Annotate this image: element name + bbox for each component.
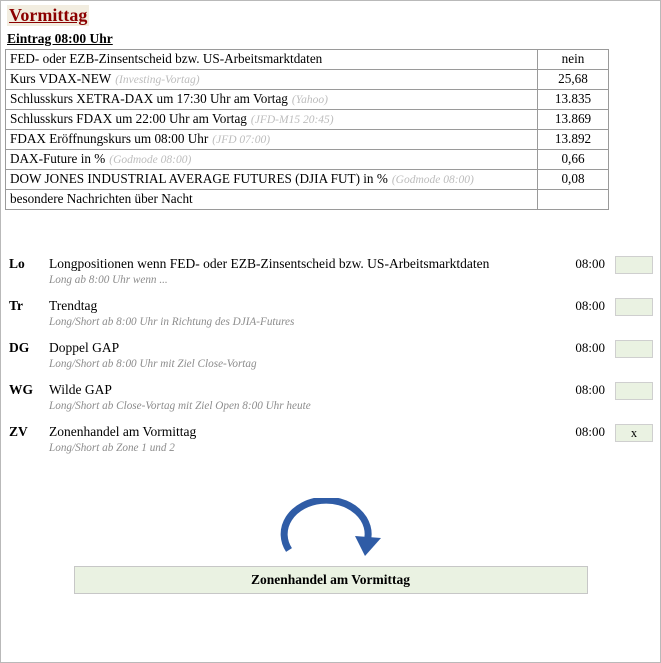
list-item-sub xyxy=(5,356,653,380)
row-label: FED- oder EZB-Zinsentscheid bzw. US-Arbeitsmarktdaten xyxy=(10,51,323,67)
row-value[interactable]: 0,66 xyxy=(538,149,609,169)
row-label: DOW JONES INDUSTRIAL AVERAGE FUTURES (DJIA FUT) in % xyxy=(10,171,388,187)
strategy-title: Doppel GAP xyxy=(49,339,120,355)
strategy-mark[interactable] xyxy=(615,298,653,316)
strategy-title: Trendtag xyxy=(49,297,98,313)
page-header xyxy=(1,1,660,28)
row-label-cell xyxy=(6,49,538,69)
strategy-mark[interactable] xyxy=(615,256,653,274)
result-banner: Zonenhandel am Vormittag xyxy=(74,566,588,594)
strategy-mark-cell[interactable] xyxy=(609,296,653,338)
list-item-sub xyxy=(5,398,653,422)
row-value[interactable]: 13.869 xyxy=(538,109,609,129)
strategy-code: Tr xyxy=(9,297,23,313)
strategy-mark-cell[interactable] xyxy=(609,380,653,422)
row-value[interactable]: 25,68 xyxy=(538,69,609,89)
list-item xyxy=(5,422,653,440)
row-source-note: (Yahoo) xyxy=(291,94,328,107)
table-row xyxy=(6,49,609,69)
table-row xyxy=(6,149,609,169)
row-source-note: (JFD 07:00) xyxy=(212,134,271,147)
strategy-title: Wilde GAP xyxy=(49,381,112,397)
row-label-cell xyxy=(6,169,538,189)
strategy-mark[interactable] xyxy=(615,340,653,358)
strategy-subtitle: Long/Short ab Close-Vortag mit Ziel Open 8:00 Uhr heute xyxy=(49,399,311,412)
list-item-sub xyxy=(5,440,653,464)
result-arrow-container xyxy=(1,498,660,560)
strategy-title: Zonenhandel am Vormittag xyxy=(49,423,197,439)
strategy-subtitle: Long ab 8:00 Uhr wenn ... xyxy=(49,273,168,286)
strategy-mark[interactable] xyxy=(615,382,653,400)
strategy-code: DG xyxy=(9,339,30,355)
row-source-note: (Godmode 08:00) xyxy=(109,154,192,167)
row-source-note: (Godmode 08:00) xyxy=(391,174,474,187)
row-label-cell xyxy=(6,129,538,149)
strategy-subtitle: Long/Short ab 8:00 Uhr mit Ziel Close-Vortag xyxy=(49,357,257,370)
list-item xyxy=(5,338,653,356)
strategy-time: 08:00 xyxy=(575,255,605,271)
row-label: Schlusskurs FDAX um 22:00 Uhr am Vortag xyxy=(10,111,247,127)
list-item xyxy=(5,296,653,314)
list-item xyxy=(5,380,653,398)
row-value[interactable]: nein xyxy=(538,49,609,69)
entry-time-subtitle: Eintrag 08:00 Uhr xyxy=(7,30,113,46)
strategy-mark-cell[interactable] xyxy=(609,254,653,296)
list-item xyxy=(5,254,653,272)
row-source-note: (Investing-Vortag) xyxy=(115,74,200,87)
row-label-cell xyxy=(6,69,538,89)
row-value-hatched[interactable] xyxy=(538,189,609,209)
strategy-title: Longpositionen wenn FED- oder EZB-Zinsentscheid bzw. US-Arbeitsmarktdaten xyxy=(49,255,490,271)
market-data-table xyxy=(5,49,609,210)
table-row xyxy=(6,109,609,129)
strategy-code: ZV xyxy=(9,423,28,439)
list-item-sub xyxy=(5,314,653,338)
row-source-note xyxy=(322,54,326,66)
row-value[interactable]: 0,08 xyxy=(538,169,609,189)
row-label-cell xyxy=(6,89,538,109)
strategy-code: Lo xyxy=(9,255,25,271)
row-label: DAX-Future in % xyxy=(10,151,106,167)
row-value[interactable]: 13.892 xyxy=(538,129,609,149)
strategy-time: 08:00 xyxy=(575,339,605,355)
strategy-subtitle: Long/Short ab 8:00 Uhr in Richtung des DJIA-Futures xyxy=(49,315,295,328)
table-row xyxy=(6,89,609,109)
curved-arrow-icon xyxy=(271,498,391,558)
list-item-sub xyxy=(5,272,653,296)
strategy-time: 08:00 xyxy=(575,381,605,397)
row-source-note: (JFD-M15 20:45) xyxy=(250,114,334,127)
strategy-code: WG xyxy=(9,381,34,397)
row-label: besondere Nachrichten über Nacht xyxy=(10,191,193,207)
row-label: FDAX Eröffnungskurs um 08:00 Uhr xyxy=(10,131,209,147)
row-label: Schlusskurs XETRA-DAX um 17:30 Uhr am Vortag xyxy=(10,91,288,107)
strategy-time: 08:00 xyxy=(575,423,605,439)
table-row xyxy=(6,189,609,209)
table-row xyxy=(6,169,609,189)
table-row xyxy=(6,69,609,89)
row-value[interactable]: 13.835 xyxy=(538,89,609,109)
row-label: Kurs VDAX-NEW xyxy=(10,71,112,87)
strategy-mark[interactable]: x xyxy=(615,424,653,442)
row-label-cell xyxy=(6,109,538,129)
strategy-list xyxy=(5,254,653,464)
row-label-cell xyxy=(6,149,538,169)
row-label-cell xyxy=(6,189,538,209)
strategy-time: 08:00 xyxy=(575,297,605,313)
page-title: Vormittag xyxy=(9,5,88,25)
table-row xyxy=(6,129,609,149)
strategy-mark-cell[interactable] xyxy=(609,338,653,380)
strategy-subtitle: Long/Short ab Zone 1 und 2 xyxy=(49,441,175,454)
strategy-mark-cell[interactable] xyxy=(609,422,653,464)
